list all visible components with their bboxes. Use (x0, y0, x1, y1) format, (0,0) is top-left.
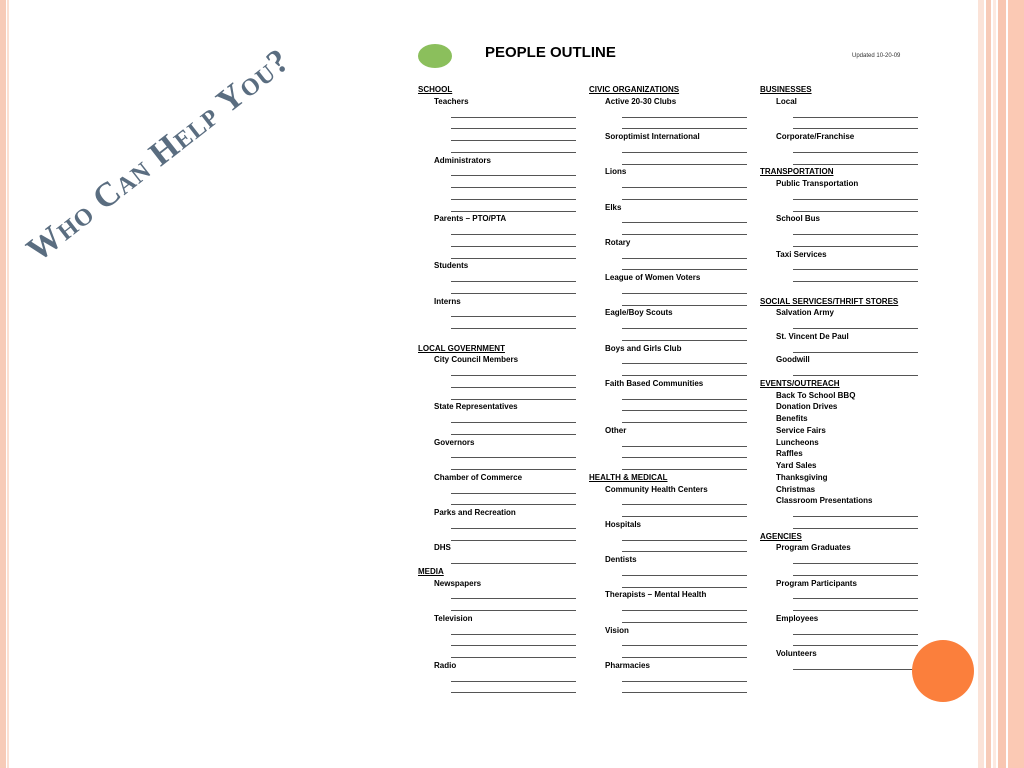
outline-item: Teachers (434, 96, 469, 106)
blank-write-in-line (622, 622, 747, 623)
blank-write-in-line (451, 493, 576, 494)
outline-item: Soroptimist International (605, 132, 700, 141)
blank-write-in-line (622, 187, 747, 188)
blank-write-in-line (793, 281, 918, 282)
blank-write-in-line (622, 152, 747, 153)
blank-write-in-line (451, 211, 576, 212)
blank-write-in-line (451, 645, 576, 646)
slide-title: Who Can Help You? (20, 41, 297, 270)
outline-item: Pharmacies (605, 660, 650, 670)
blank-write-in-line (622, 234, 747, 235)
blank-write-in-line (451, 422, 576, 423)
section-heading: TRANSPORTATION (760, 167, 834, 177)
outline-item: Administrators (434, 155, 491, 165)
blank-write-in-line (622, 516, 747, 517)
outline-item: Therapists – Mental Health (605, 590, 707, 600)
outline-item: School Bus (776, 214, 821, 224)
blank-write-in-line (451, 540, 576, 541)
blank-write-in-line (622, 128, 747, 129)
blank-write-in-line (793, 634, 918, 635)
blank-write-in-line (451, 152, 576, 153)
blank-write-in-line (622, 575, 747, 576)
blank-write-in-line (622, 340, 747, 341)
blank-write-in-line (622, 610, 747, 611)
section-heading: LOCAL GOVERNMENT (418, 343, 505, 353)
outline-item: Public Transportation (776, 179, 859, 188)
section-heading: BUSINESSES (760, 85, 812, 94)
outline-item: Television (434, 613, 473, 623)
blank-write-in-line (793, 375, 918, 376)
outline-item: City Council Members (434, 355, 519, 365)
blank-write-in-line (622, 422, 747, 423)
blank-write-in-line (793, 610, 918, 611)
right-stripe (998, 0, 1006, 768)
outline-item: Elks (605, 202, 622, 212)
blank-write-in-line (622, 199, 747, 200)
section-heading: MEDIA (418, 566, 444, 576)
outline-item: Dentists (605, 555, 637, 564)
blank-write-in-line (451, 387, 576, 388)
outline-item: Back To School BBQ (776, 390, 856, 400)
outline-item: Faith Based Communities (605, 378, 704, 388)
outline-item: League of Women Voters (605, 273, 701, 282)
blank-write-in-line (622, 305, 747, 306)
blank-write-in-line (622, 164, 747, 165)
blank-write-in-line (793, 328, 918, 329)
blank-write-in-line (451, 457, 576, 458)
outline-item: Salvation Army (776, 308, 834, 318)
blank-write-in-line (451, 187, 576, 188)
outline-item: Chamber of Commerce (434, 472, 523, 482)
blank-write-in-line (451, 128, 576, 129)
section-heading: EVENTS/OUTREACH (760, 378, 840, 388)
blank-write-in-line (451, 140, 576, 141)
outline-item: St. Vincent De Paul (776, 331, 849, 341)
outline-item: Volunteers (776, 649, 817, 658)
blank-write-in-line (451, 399, 576, 400)
blank-write-in-line (622, 587, 747, 588)
section-heading: CIVIC ORGANIZATIONS (589, 85, 680, 94)
blank-write-in-line (622, 222, 747, 223)
blank-write-in-line (451, 293, 576, 294)
right-stripe (986, 0, 991, 768)
blank-write-in-line (451, 234, 576, 235)
blank-write-in-line (451, 175, 576, 176)
outline-item: Parents – PTO/PTA (434, 214, 507, 224)
orange-circle-decoration (912, 640, 974, 702)
blank-write-in-line (451, 598, 576, 599)
blank-write-in-line (451, 258, 576, 259)
blank-write-in-line (793, 352, 918, 353)
blank-write-in-line (451, 469, 576, 470)
outline-item: Program Graduates (776, 543, 851, 553)
green-oval-logo-icon (418, 44, 452, 68)
blank-write-in-line (793, 516, 918, 517)
section-heading: SOCIAL SERVICES/THRIFT STORES (760, 296, 899, 306)
blank-write-in-line (793, 246, 918, 247)
outline-item: Active 20-30 Clubs (605, 96, 677, 106)
blank-write-in-line (793, 199, 918, 200)
outline-item: Classroom Presentations (776, 496, 873, 506)
blank-write-in-line (622, 258, 747, 259)
blank-write-in-line (451, 634, 576, 635)
blank-write-in-line (622, 469, 747, 470)
blank-write-in-line (793, 234, 918, 235)
blank-write-in-line (622, 657, 747, 658)
outline-item: Employees (776, 613, 819, 623)
blank-write-in-line (793, 211, 918, 212)
blank-write-in-line (793, 117, 918, 118)
outline-item: Vision (605, 625, 629, 635)
slide-title-wrap (20, 37, 311, 280)
outline-item: Corporate/Franchise (776, 132, 855, 141)
blank-write-in-line (793, 669, 918, 670)
outline-item: Donation Drives (776, 402, 838, 412)
blank-write-in-line (793, 645, 918, 646)
outline-item: Other (605, 425, 627, 435)
blank-write-in-line (451, 528, 576, 529)
outline-item: Yard Sales (776, 461, 817, 470)
left-border-stripe (0, 0, 6, 768)
outline-item: Benefits (776, 414, 808, 423)
blank-write-in-line (451, 246, 576, 247)
outline-item: Governors (434, 437, 475, 447)
outline-item: Local (776, 96, 797, 106)
outline-item: Radio (434, 660, 457, 670)
blank-write-in-line (793, 128, 918, 129)
left-border-stripe-thin (7, 0, 9, 768)
blank-write-in-line (793, 598, 918, 599)
blank-write-in-line (451, 657, 576, 658)
blank-write-in-line (451, 328, 576, 329)
outline-item: Community Health Centers (605, 484, 708, 494)
outline-item: State Representatives (434, 402, 518, 412)
blank-write-in-line (451, 504, 576, 505)
blank-write-in-line (793, 575, 918, 576)
outline-item: Lions (605, 167, 627, 177)
blank-write-in-line (622, 692, 747, 693)
blank-write-in-line (451, 434, 576, 435)
blank-write-in-line (793, 164, 918, 165)
blank-write-in-line (622, 540, 747, 541)
blank-write-in-line (622, 645, 747, 646)
outline-item: Christmas (776, 484, 816, 494)
blank-write-in-line (622, 328, 747, 329)
blank-write-in-line (793, 269, 918, 270)
blank-write-in-line (451, 199, 576, 200)
blank-write-in-line (793, 563, 918, 564)
outline-item: Raffles (776, 449, 803, 459)
blank-write-in-line (622, 446, 747, 447)
blank-write-in-line (622, 399, 747, 400)
right-stripe (993, 0, 996, 768)
blank-write-in-line (451, 610, 576, 611)
blank-write-in-line (451, 316, 576, 317)
blank-write-in-line (622, 293, 747, 294)
blank-write-in-line (622, 269, 747, 270)
right-stripe (1008, 0, 1024, 768)
outline-item: Hospitals (605, 519, 642, 529)
blank-write-in-line (451, 375, 576, 376)
document-title: PEOPLE OUTLINE (485, 44, 616, 61)
outline-item: Luncheons (776, 437, 819, 447)
outline-item: Rotary (605, 237, 631, 247)
outline-item: Interns (434, 296, 461, 306)
blank-write-in-line (622, 363, 747, 364)
blank-write-in-line (622, 551, 747, 552)
blank-write-in-line (451, 563, 576, 564)
blank-write-in-line (622, 117, 747, 118)
blank-write-in-line (451, 117, 576, 118)
outline-item: Taxi Services (776, 249, 827, 259)
outline-item: Newspapers (434, 578, 482, 588)
blank-write-in-line (622, 410, 747, 411)
blank-write-in-line (451, 681, 576, 682)
people-outline-document (412, 40, 932, 760)
blank-write-in-line (622, 504, 747, 505)
outline-item: Parks and Recreation (434, 508, 516, 517)
blank-write-in-line (793, 528, 918, 529)
outline-item: Goodwill (776, 355, 810, 365)
outline-item: Boys and Girls Club (605, 343, 682, 353)
blank-write-in-line (451, 692, 576, 693)
updated-date: Updated 10-20-09 (852, 53, 901, 59)
outline-item: Students (434, 261, 469, 271)
blank-write-in-line (622, 457, 747, 458)
blank-write-in-line (451, 281, 576, 282)
blank-write-in-line (793, 152, 918, 153)
outline-item: Service Fairs (776, 425, 826, 435)
outline-item: DHS (434, 543, 451, 553)
section-heading: SCHOOL (418, 85, 453, 94)
right-stripe (978, 0, 984, 768)
outline-item: Program Participants (776, 578, 857, 588)
section-heading: AGENCIES (760, 531, 802, 541)
blank-write-in-line (622, 681, 747, 682)
section-heading: HEALTH & MEDICAL (589, 472, 668, 482)
outline-item: Eagle/Boy Scouts (605, 308, 673, 318)
outline-item: Thanksgiving (776, 472, 828, 482)
blank-write-in-line (622, 375, 747, 376)
